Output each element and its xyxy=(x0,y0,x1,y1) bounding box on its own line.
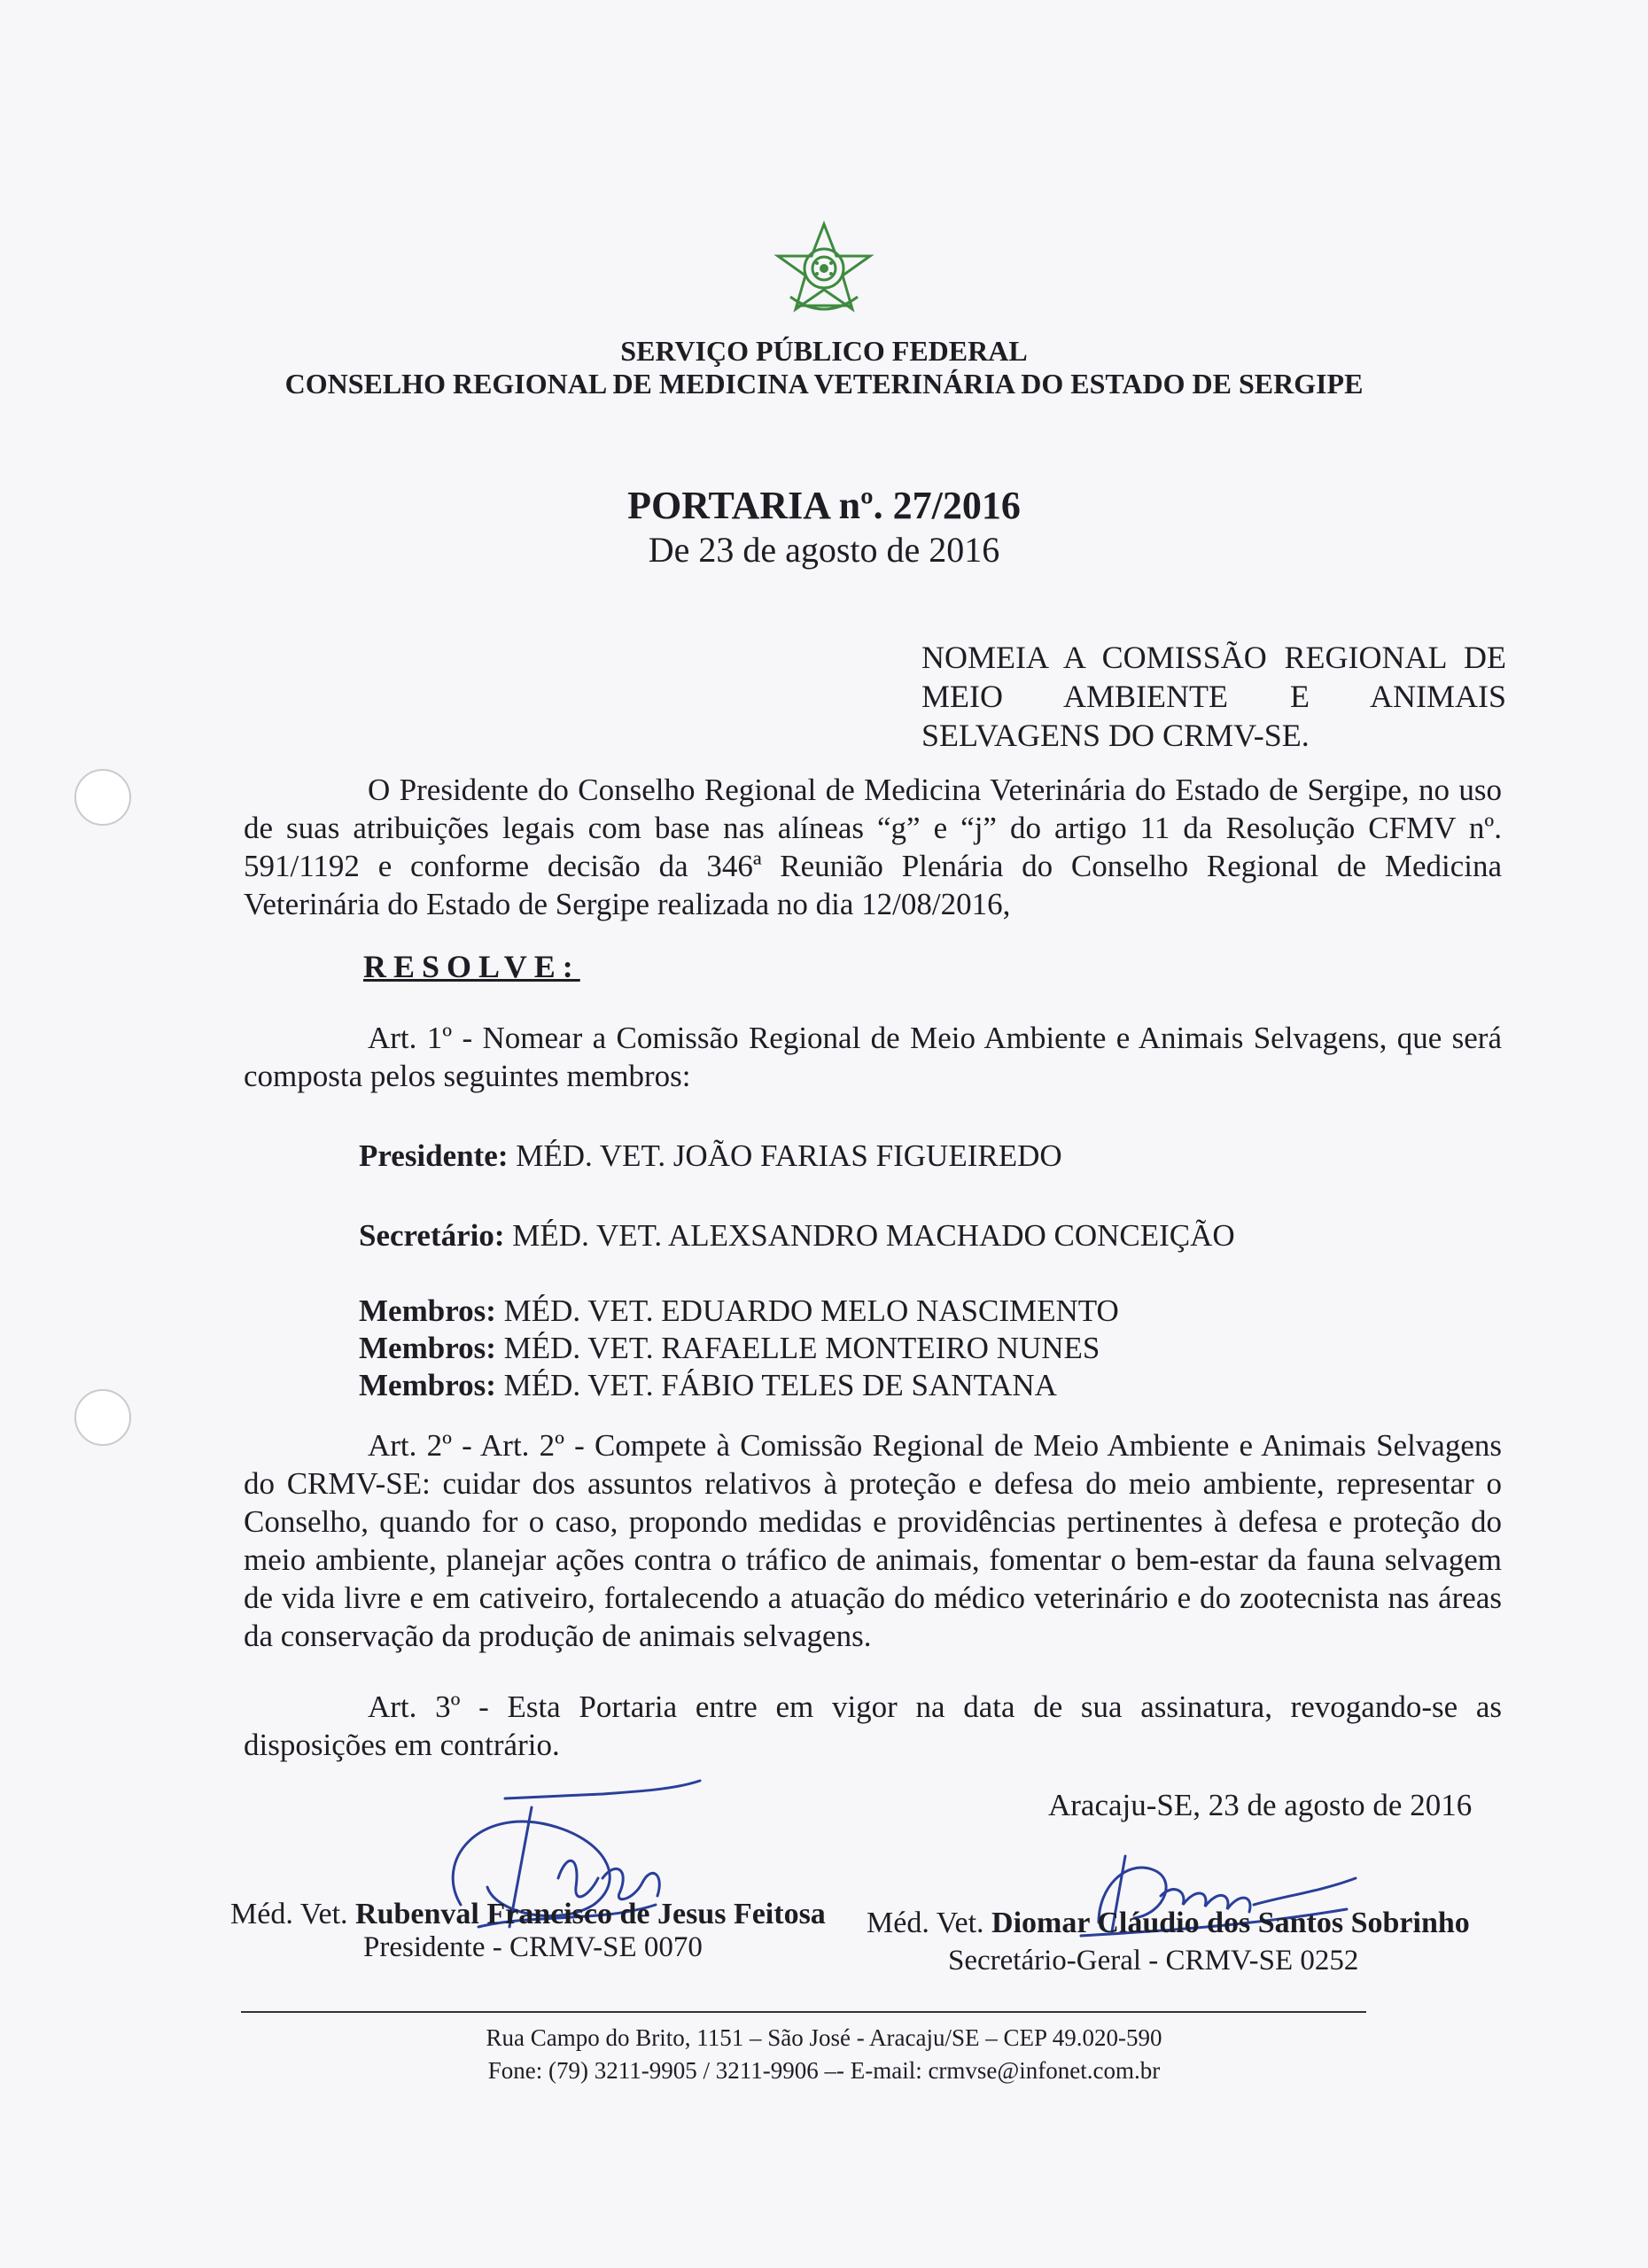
header-service-line: SERVIÇO PÚBLICO FEDERAL xyxy=(620,335,1028,367)
signature-prefix: Méd. Vet. xyxy=(867,1907,984,1939)
member-name: MÉD. VET. EDUARDO MELO NASCIMENTO xyxy=(503,1293,1119,1328)
secretary-signature-name xyxy=(867,1907,1470,1940)
signature-prefix: Méd. Vet. xyxy=(230,1898,348,1930)
coat-of-arms-emblem xyxy=(771,217,877,323)
punch-hole-top xyxy=(74,769,131,826)
portaria-title: PORTARIA nº. 27/2016 xyxy=(627,484,1021,527)
member-name: MÉD. VET. RAFAELLE MONTEIRO NUNES xyxy=(503,1331,1100,1365)
article-3: Art. 3º - Esta Portaria entre em vigor na data de sua assinatura, revogando-se as disposições em contrário. xyxy=(244,1689,1502,1762)
member-role: Secretário: xyxy=(359,1218,505,1253)
punch-hole-bottom xyxy=(74,1389,131,1446)
member-3 xyxy=(359,1368,1057,1403)
signature-name: Diomar Cláudio dos Santos Sobrinho xyxy=(991,1907,1470,1939)
member-role: Membros: xyxy=(359,1368,496,1402)
member-name: MÉD. VET. ALEXSANDRO MACHADO CONCEIÇÃO xyxy=(512,1218,1235,1253)
ementa-block: NOMEIA A COMISSÃO REGIONAL DE MEIO AMBIENTE E ANIMAIS SELVAGENS DO CRMV-SE. xyxy=(921,640,1506,753)
place-date: Aracaju-SE, 23 de agosto de 2016 xyxy=(1048,1788,1473,1822)
footer-contact: Fone: (79) 3211-9905 / 3211-9906 –- E-mail: crmvse@infonet.com.br xyxy=(487,2057,1161,2084)
article-2: Art. 2º - Art. 2º - Compete à Comissão Regional de Meio Ambiente e Animais Selvagens do CRMV-SE: cuidar dos assuntos relativos à proteção e defesa do meio ambiente, representar o Conselho, quando for o caso, propondo medidas e providências pertinentes à defesa e proteção do meio ambiente, planejar ações contra o tráfico de animais, fomentar o bem-estar da fauna selvagem de vida livre e em cativeiro, fortalecendo a atuação do médico veterinário e do zootecnista nas áreas da conservação da produção de animais selvagens. xyxy=(244,1428,1502,1653)
member-role: Membros: xyxy=(359,1293,496,1328)
member-2 xyxy=(359,1331,1100,1366)
resolve-heading: RESOLVE: xyxy=(363,949,580,984)
preamble-paragraph: O Presidente do Conselho Regional de Medicina Veterinária do Estado de Sergipe, no uso de suas atribuições legais com base nas alíneas “g” e “j” do artigo 11 da Resolução CFMV nº. 591/1192 e conforme decisão da 346ª Reunião Plenária do Conselho Regional de Medicina Veterinária do Estado de Sergipe realizada no dia 12/08/2016, xyxy=(244,773,1502,921)
footer-divider xyxy=(241,2011,1366,2013)
president-signature-title: Presidente - CRMV-SE 0070 xyxy=(363,1931,703,1963)
president-signature-name xyxy=(230,1898,826,1931)
article-1: Art. 1º - Nomear a Comissão Regional de Meio Ambiente e Animais Selvagens, que será composta pelos seguintes membros: xyxy=(244,1021,1502,1093)
member-1 xyxy=(359,1293,1119,1329)
member-role: Membros: xyxy=(359,1331,496,1365)
portaria-date: De 23 de agosto de 2016 xyxy=(648,530,1000,570)
member-name: MÉD. VET. FÁBIO TELES DE SANTANA xyxy=(503,1368,1057,1402)
member-secretary xyxy=(359,1218,1235,1254)
member-president xyxy=(359,1138,1062,1174)
header-council-line: CONSELHO REGIONAL DE MEDICINA VETERINÁRIA DO ESTADO DE SERGIPE xyxy=(284,368,1364,400)
member-name: MÉD. VET. JOÃO FARIAS FIGUEIREDO xyxy=(516,1138,1062,1173)
member-role: Presidente: xyxy=(359,1138,509,1173)
secretary-signature-title: Secretário-Geral - CRMV-SE 0252 xyxy=(948,1945,1359,1977)
signature-name: Rubenval Francisco de Jesus Feitosa xyxy=(355,1898,826,1930)
footer-address: Rua Campo do Brito, 1151 – São José - Aracaju/SE – CEP 49.020-590 xyxy=(486,2024,1162,2051)
